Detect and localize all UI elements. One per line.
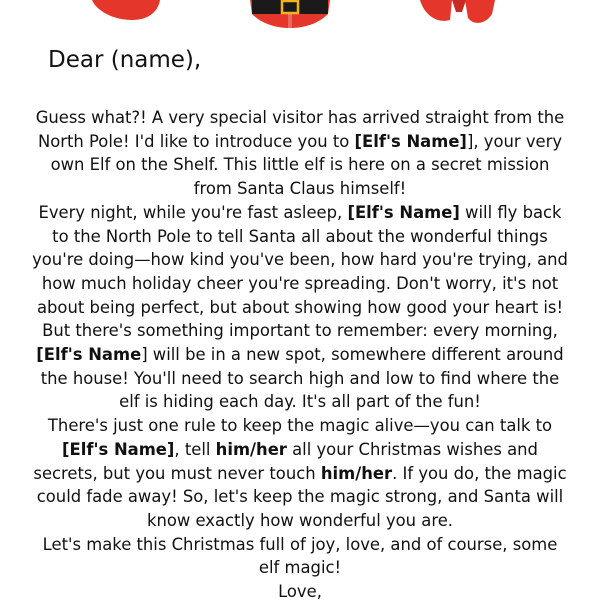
- paragraph-text: . If you do, the magic could fade away! So, let's keep the magic strong, and Santa will know exactly how wonderful you are.: [36, 463, 567, 530]
- letter-paragraph: [30, 201, 570, 320]
- letter-paragraph: [30, 414, 570, 533]
- placeholder-text: [Elf's Name]: [347, 202, 460, 222]
- placeholder-text: [Elf's Name: [36, 345, 142, 365]
- paragraph-text: Love,: [278, 582, 322, 602]
- header-illustration: [0, 0, 600, 40]
- paragraph-text: Let's make this Christmas full of joy, love, and of course, some elf magic!: [42, 534, 558, 578]
- placeholder-text: him/her: [215, 439, 287, 459]
- placeholder-text: [Elf's Name]: [62, 439, 175, 459]
- letter-body: [30, 106, 570, 604]
- santa-mitten-icon: [92, 0, 160, 20]
- santa-suit-icon: [250, 0, 330, 28]
- paragraph-text: will fly back to the North Pole to tell Santa all about the wonderful things you're doing—how kind you've been, how hard you're trying, and how much holiday cheer you're spreading. Don't worry, it's not about being perfect, but about showing how good your heart is!: [32, 202, 568, 317]
- letter-paragraph: [30, 580, 570, 604]
- placeholder-text: him/her: [320, 463, 393, 483]
- paragraph-text: Guess what?! A very special visitor has arrived straight from the North Pole! I'd like to introduce you to: [35, 108, 565, 151]
- paragraph-text: But there's something important to remember: every morning,: [42, 321, 558, 341]
- paragraph-text: Every night, while you're fast asleep,: [38, 202, 348, 222]
- placeholder-text: [Elf's Name]: [354, 131, 467, 151]
- letter-paragraph: [30, 533, 570, 580]
- paragraph-text: ] will be in a new spot, somewhere different around the house! You'll need to search high and low to find where the elf is hiding each day. It's all part of the fun!: [40, 345, 564, 412]
- letter-paragraph: [30, 106, 570, 201]
- letter-salutation: Dear (name),: [48, 47, 202, 73]
- paragraph-text: all your Christmas wishes and secrets, but you must never touch: [33, 439, 538, 483]
- bow-icon: [420, 0, 495, 23]
- paragraph-text: , tell: [174, 439, 216, 459]
- letter-paragraph: [30, 319, 570, 414]
- paragraph-text: ], your very own Elf on the Shelf. This little elf is here on a secret mission from Santa Claus himself!: [50, 131, 563, 199]
- paragraph-text: There's just one rule to keep the magic alive—you can talk to: [47, 416, 553, 436]
